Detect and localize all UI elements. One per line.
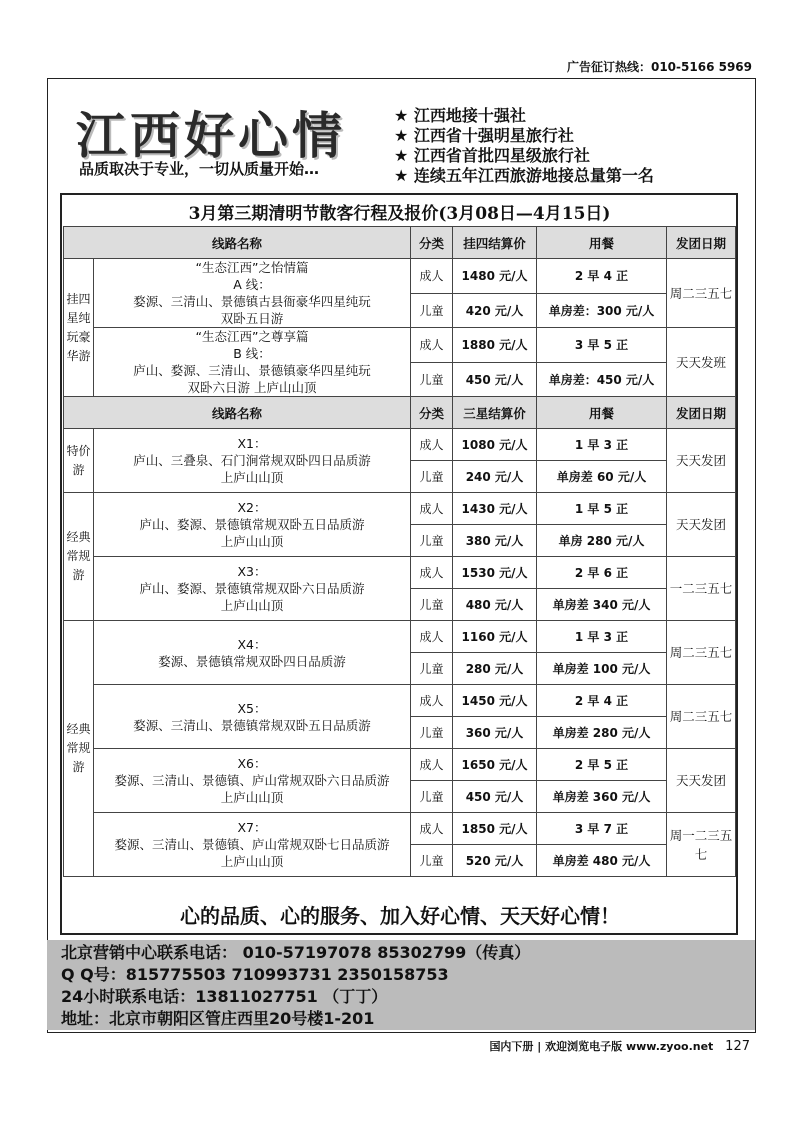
honors-list (394, 106, 654, 186)
route-desc: X7： 婺源、三清山、景德镇、庐山常规双卧七日品质游 上庐山山顶 (94, 813, 411, 877)
honor-item: ★ 连续五年江西旅游地接总量第一名 (394, 166, 654, 186)
schedule-cell: 周二三五七 (667, 621, 736, 685)
schedule-cell: 天天发团 (667, 429, 736, 493)
meal-cell: 单房差 100 元/人 (537, 653, 667, 685)
type-cell: 儿童 (411, 362, 453, 397)
table-row (64, 493, 736, 525)
meal-cell: 3 早 5 正 (537, 328, 667, 363)
table-row (64, 328, 736, 363)
type-cell: 儿童 (411, 717, 453, 749)
price-cell: 1850 元/人 (453, 813, 537, 845)
type-cell: 成人 (411, 749, 453, 781)
schedule-cell: 周一二三五七 (667, 813, 736, 877)
itinerary-table-frame (60, 193, 738, 935)
contact-line: Q Q号：815775503 710993731 2350158753 (61, 965, 449, 984)
meal-cell: 单房差：300 元/人 (537, 293, 667, 328)
page-note: 国内下册 | 欢迎浏览电子版 www.zyoo.net (489, 1040, 714, 1053)
meal-cell: 单房差 360 元/人 (537, 781, 667, 813)
price-cell: 240 元/人 (453, 461, 537, 493)
meal-cell: 2 早 6 正 (537, 557, 667, 589)
table-header (64, 227, 736, 259)
group-label: 经典常规游 (64, 621, 94, 877)
type-cell: 儿童 (411, 461, 453, 493)
table-row (64, 813, 736, 845)
table-row (64, 557, 736, 589)
schedule-cell: 天天发团 (667, 749, 736, 813)
price-cell: 1480 元/人 (453, 259, 537, 294)
price-cell: 280 元/人 (453, 653, 537, 685)
company-slogan: 品质取决于专业，一切从质量开始… (79, 160, 320, 178)
price-cell: 480 元/人 (453, 589, 537, 621)
route-desc: X4： 婺源、景德镇常规双卧四日品质游 (94, 621, 411, 685)
table-row (64, 749, 736, 781)
price-cell: 1080 元/人 (453, 429, 537, 461)
type-cell: 儿童 (411, 845, 453, 877)
contact-line: 24小时联系电话：13811027751 （丁丁） (61, 987, 388, 1006)
footer-slogan: 心的品质、心的服务、加入好心情、天天好心情！ (180, 904, 620, 928)
meal-cell: 2 早 5 正 (537, 749, 667, 781)
honor-item: ★ 江西省十强明星旅行社 (394, 126, 654, 146)
type-cell: 成人 (411, 493, 453, 525)
meal-cell: 单房差 280 元/人 (537, 717, 667, 749)
page-number: 127 (725, 1039, 750, 1054)
table-row (64, 429, 736, 461)
type-cell: 儿童 (411, 293, 453, 328)
price-cell: 420 元/人 (453, 293, 537, 328)
group-label: 特价游 (64, 429, 94, 493)
col-price: 挂四结算价 (453, 227, 537, 259)
meal-cell: 1 早 3 正 (537, 621, 667, 653)
col-schedule: 发团日期 (667, 227, 736, 259)
type-cell: 成人 (411, 259, 453, 294)
contact-line: 地址：北京市朝阳区管庄西里20号楼1-201 (61, 1009, 375, 1028)
price-cell: 1530 元/人 (453, 557, 537, 589)
meal-cell: 单房差 60 元/人 (537, 461, 667, 493)
schedule-cell: 周二三五七 (667, 685, 736, 749)
route-desc: X5： 婺源、三清山、景德镇常规双卧五日品质游 (94, 685, 411, 749)
meal-cell: 2 早 4 正 (537, 259, 667, 294)
page-footer (489, 1038, 750, 1054)
route-desc: “生态江西”之尊享篇 B 线： 庐山、婺源、三清山、景德镇豪华四星纯玩 双卧六日游 上庐山山顶 (94, 328, 411, 397)
col-meal: 用餐 (537, 397, 667, 429)
route-desc: X6： 婺源、三清山、景德镇、庐山常规双卧六日品质游 上庐山山顶 (94, 749, 411, 813)
route-desc: “生态江西”之怡情篇 A 线： 婺源、三清山、景德镇古县衙豪华四星纯玩 双卧五日游 (94, 259, 411, 328)
table-header (64, 397, 736, 429)
price-cell: 380 元/人 (453, 525, 537, 557)
table-title: 3月第三期清明节散客行程及报价(3月08日—4月15日) (64, 196, 736, 227)
col-route: 线路名称 (64, 227, 411, 259)
route-desc: X2： 庐山、婺源、景德镇常规双卧五日品质游 上庐山山顶 (94, 493, 411, 557)
type-cell: 成人 (411, 621, 453, 653)
meal-cell: 单房差 340 元/人 (537, 589, 667, 621)
honor-item: ★ 江西地接十强社 (394, 106, 654, 126)
contact-box (47, 940, 755, 1030)
meal-cell: 1 早 3 正 (537, 429, 667, 461)
type-cell: 儿童 (411, 525, 453, 557)
type-cell: 成人 (411, 813, 453, 845)
contact-line: 北京营销中心联系电话： 010-57197078 85302799（传真） (61, 943, 531, 962)
type-cell: 成人 (411, 557, 453, 589)
meal-cell: 单房差 480 元/人 (537, 845, 667, 877)
route-desc: X1： 庐山、三叠泉、石门涧常规双卧四日品质游 上庐山山顶 (94, 429, 411, 493)
ad-hotline: 广告征订热线：010-5166 5969 (566, 60, 752, 74)
table-row (64, 259, 736, 294)
col-type: 分类 (411, 397, 453, 429)
meal-cell: 2 早 4 正 (537, 685, 667, 717)
table-row (64, 685, 736, 717)
schedule-cell: 周二三五七 (667, 259, 736, 328)
group-label: 挂四星纯玩豪华游 (64, 259, 94, 397)
honor-item: ★ 江西省首批四星级旅行社 (394, 146, 654, 166)
price-cell: 1430 元/人 (453, 493, 537, 525)
col-meal: 用餐 (537, 227, 667, 259)
type-cell: 儿童 (411, 589, 453, 621)
col-price: 三星结算价 (453, 397, 537, 429)
price-cell: 360 元/人 (453, 717, 537, 749)
type-cell: 成人 (411, 685, 453, 717)
price-cell: 450 元/人 (453, 781, 537, 813)
meal-cell: 单房 280 元/人 (537, 525, 667, 557)
schedule-cell: 天天发团 (667, 493, 736, 557)
price-cell: 1160 元/人 (453, 621, 537, 653)
type-cell: 成人 (411, 328, 453, 363)
schedule-cell: 天天发班 (667, 328, 736, 397)
company-logo: 江西好心情 (76, 106, 346, 165)
price-cell: 1650 元/人 (453, 749, 537, 781)
col-route: 线路名称 (64, 397, 411, 429)
type-cell: 儿童 (411, 653, 453, 685)
type-cell: 儿童 (411, 781, 453, 813)
type-cell: 成人 (411, 429, 453, 461)
route-desc: X3： 庐山、婺源、景德镇常规双卧六日品质游 上庐山山顶 (94, 557, 411, 621)
col-type: 分类 (411, 227, 453, 259)
meal-cell: 单房差：450 元/人 (537, 362, 667, 397)
price-cell: 1450 元/人 (453, 685, 537, 717)
meal-cell: 1 早 5 正 (537, 493, 667, 525)
price-cell: 520 元/人 (453, 845, 537, 877)
col-schedule: 发团日期 (667, 397, 736, 429)
meal-cell: 3 早 7 正 (537, 813, 667, 845)
schedule-cell: 一二三五七 (667, 557, 736, 621)
group-label: 经典常规游 (64, 493, 94, 621)
price-cell: 450 元/人 (453, 362, 537, 397)
itinerary-table (63, 196, 736, 877)
table-row (64, 621, 736, 653)
price-cell: 1880 元/人 (453, 328, 537, 363)
